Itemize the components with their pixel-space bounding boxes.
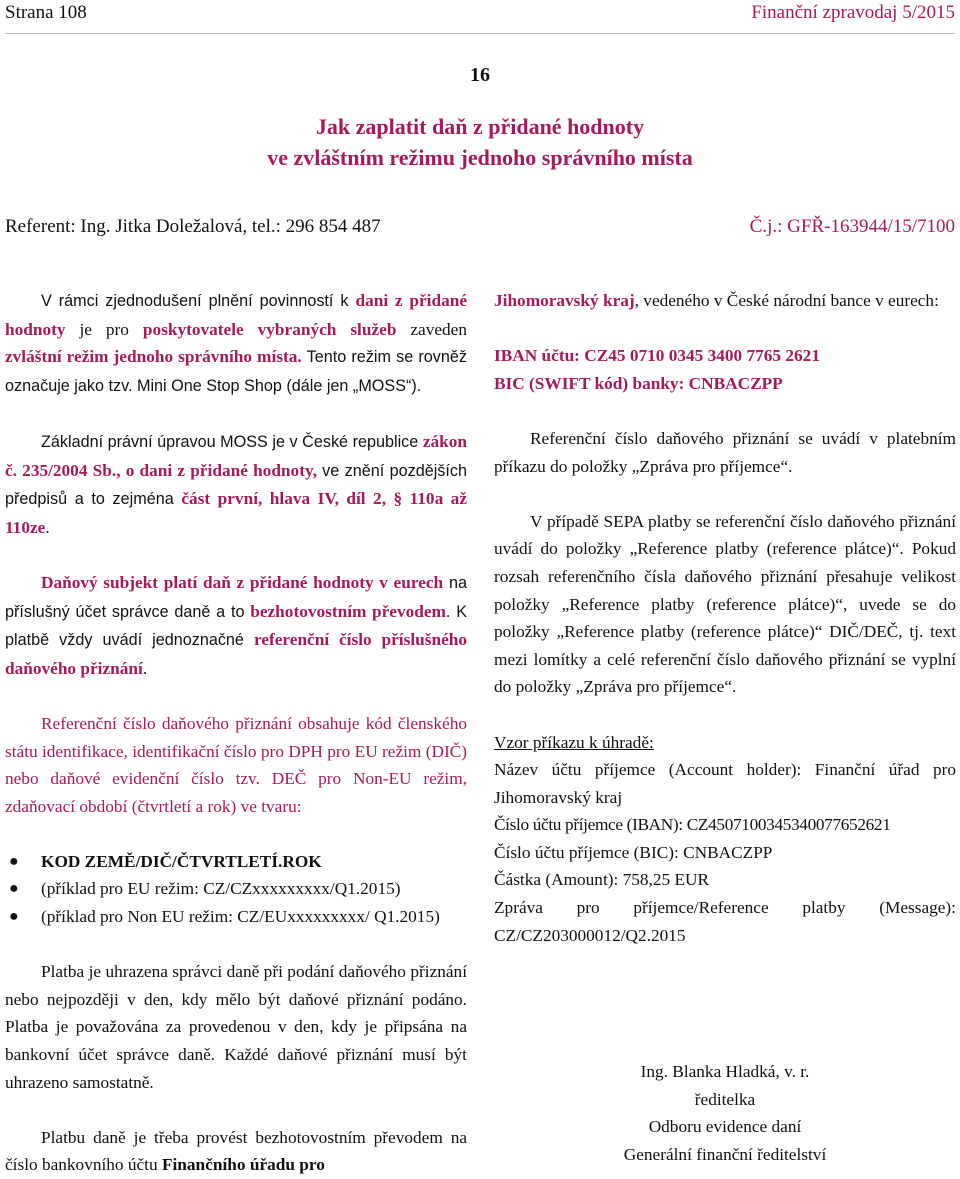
text-run: dani z přidané hodnoty <box>5 291 467 339</box>
text-run: ve znění pozdějších předpisů a to zejména <box>5 461 467 509</box>
signature-institution: Generální finanční ředitelství <box>623 1144 827 1164</box>
article-number: 16 <box>470 64 490 86</box>
article-title <box>0 111 960 173</box>
referent-line: Referent: Ing. Jitka Doležalová, tel.: 296 854 487 <box>5 216 381 237</box>
text-run: zvláštní režim jednoho správního místa. <box>5 347 302 367</box>
sample-line: Číslo účtu příjemce (BIC): CNBACZPP <box>494 842 773 862</box>
text-run: referenční číslo příslušného daňového přiznání <box>5 630 467 678</box>
text-run: je pro <box>65 319 143 339</box>
intro-paragraph <box>5 287 467 400</box>
signature-role: ředitelka <box>694 1089 756 1109</box>
sample-line: Částka (Amount): 758,25 EUR <box>494 870 710 890</box>
text-run: na příslušný účet správce daně a to <box>5 573 467 621</box>
right-column <box>494 287 956 1168</box>
header-divider <box>5 33 955 34</box>
sepa-paragraph: V případě SEPA platby se referenční číslo daňového přiznání uvádí do položky „Reference platby (reference plátce)“. Pokud rozsah referenčního čísla daňového přiznání přesahuje velikost položky „Reference platby (reference plátce)“, uvede se do položky „Reference platby (reference plátce)“ DIČ/DEČ, tj. text mezi lomítky a celé referenční číslo daňového přiznání se vyplní do položky „Zpráva pro příjemce“. <box>494 511 956 697</box>
page-number: Strana 108 <box>5 2 87 23</box>
text-run: Základní právní úpravou MOSS je v České republice <box>41 432 423 451</box>
sample-line: Zpráva pro příjemce/Reference platby (Message): CZ/CZ203000012/Q2.2015 <box>494 898 956 945</box>
text-run: poskytovatele vybraných služeb <box>142 319 397 339</box>
left-column <box>5 287 467 1179</box>
list-item: ● (příklad pro EU režim: CZ/CZxxxxxxxxx/Q1.2015) <box>9 879 401 899</box>
text-run: . K platbě vždy uvádí jednoznačné <box>5 602 467 650</box>
reference-number: Č.j.: GFŘ-163944/15/7100 <box>749 216 955 237</box>
text-run: zaveden <box>396 319 467 339</box>
payment-paragraph <box>5 569 467 682</box>
iban-line: IBAN účtu: CZ45 0710 0345 3400 7765 2621 <box>494 346 820 366</box>
deadline-paragraph: Platba je uhrazena správci daně při podání daňového přiznání nebo nejpozději v den, kdy mělo být daňové přiznání podáno. Platba je považována za provedenou v den, kdy je připsána na bankovní účet správce daně. Každé daňové přiznání musí být uhrazeno samostatně. <box>5 962 467 1092</box>
bic-line: BIC (SWIFT kód) banky: CNBACZPP <box>494 373 783 393</box>
text-run: bezhotovostním převodem <box>250 601 446 621</box>
format-list <box>5 848 467 931</box>
text-run: Tento režim se rovněž označuje jako tzv. Mini One Stop Shop (dále jen „MOSS“). <box>5 348 467 395</box>
text-run: část první, hlava IV, díl 2, § 110a až 110ze <box>5 489 467 537</box>
message-field-paragraph: Referenční číslo daňového přiznání se uvádí v platebním příkazu do položky „Zpráva pro příjemce“. <box>494 428 956 476</box>
signature-name: Ing. Blanka Hladká, v. r. <box>640 1062 810 1082</box>
list-item: ● KOD ZEMĚ/DIČ/ČTVRTLETÍ.ROK <box>9 851 322 871</box>
sample-line: Název účtu příjemce (Account holder): Finanční úřad pro Jihomoravský kraj <box>494 760 956 807</box>
reference-number-paragraph: Referenční číslo daňového přiznání obsahuje kód členského státu identifikace, identifikační číslo pro DPH pro EU režim (DIČ) nebo daňové evidenční číslo tzv. DEČ pro Non-EU režim, zdaňovací období (čtvrtletí a rok) ve tvaru: <box>5 713 467 816</box>
legal-basis-paragraph <box>5 428 467 541</box>
text-run: zákon č. 235/2004 Sb. <box>5 431 467 480</box>
list-item: ● (příklad pro Non EU režim: CZ/EUxxxxxxxxx/ Q1.2015) <box>9 907 440 927</box>
signature-department: Odboru evidence daní <box>648 1117 802 1137</box>
title-line-2: ve zvláštním režimu jednoho správního místa <box>267 145 693 170</box>
account-paragraph: Platbu daně je třeba provést bezhotovostním převodem na číslo bankovního účtu Finančního úřadu pro <box>5 1127 467 1175</box>
sample-order-title: Vzor příkazu k úhradě: <box>494 732 654 752</box>
account-continuation: Jihomoravský kraj, vedeného v České národní bance v eurech: <box>494 291 939 310</box>
signature-block <box>494 1058 956 1168</box>
title-line-1: Jak zaplatit daň z přidané hodnoty <box>315 114 645 139</box>
text-run: Daňový subjekt platí daň z přidané hodnoty v eurech <box>41 572 444 592</box>
text-run: , o dani z přidané hodnoty, <box>116 460 323 480</box>
sample-line: Číslo účtu příjemce (IBAN): CZ4507100345340077652621 <box>494 815 891 835</box>
text-run: V rámci zjednodušení plnění povinností k <box>41 292 356 310</box>
text-run: . <box>142 658 148 678</box>
text-run: . <box>45 517 50 537</box>
journal-name: Finanční zpravodaj 5/2015 <box>751 2 955 23</box>
